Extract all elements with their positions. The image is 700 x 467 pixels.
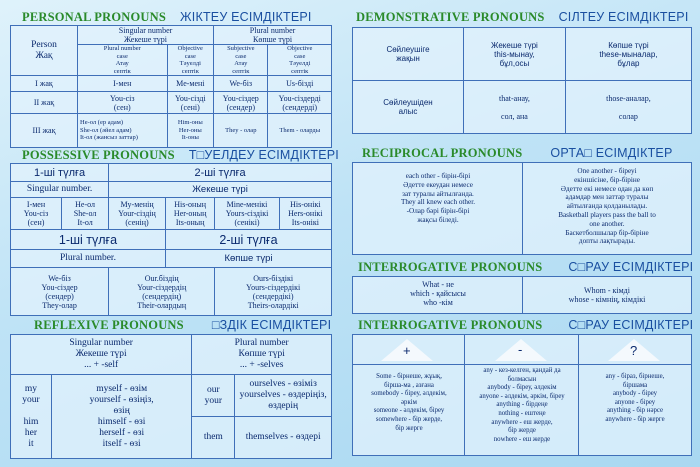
question-symbol: ?	[630, 343, 638, 358]
possessive-pl-cell: Our.біздің Your-сіздердің (сендердің) Their-олардың	[109, 268, 215, 316]
demonstrative-singular-far: that-анау, сол, ана	[464, 81, 566, 134]
reflexive-singular-head: Singular number Жекеше түрі ... + -self	[11, 335, 192, 375]
reflexive-title-kz: □ЗДІК ЕСІМДІКТЕРІ	[211, 318, 332, 332]
reflexive-table	[10, 334, 332, 459]
personal-row-cell: You-сізді (сені)	[167, 92, 214, 114]
personal-row-cell: Them - оларды	[268, 114, 332, 148]
interrogative2-positive-list: Some - бірнеше, жұық, бірша-ма , азғана somebody - біреу, әлдекім, әркім someone - әлдекім, біреу somewhere - бір жерде, бір жерге	[371, 373, 447, 432]
interrogative1-title-kz: С□РАУ ЕСІМДІКТЕРІ	[568, 260, 694, 274]
personal-title	[22, 10, 312, 25]
personal-table	[10, 25, 332, 148]
interrogative2-title-kz: С□РАУ ЕСІМДІКТЕРІ	[568, 318, 694, 332]
demonstrative-near-label: Сөйлеушіге жақын	[353, 28, 464, 81]
plus-symbol: +	[403, 343, 411, 358]
minus-symbol: -	[518, 342, 523, 357]
reflexive-singular-forms: myself - өзім yourself - өзіңіз, өзің himself - өзі herself - өзі itself - өзі	[52, 375, 192, 459]
reflexive-plural-head: Plural number Көпше түрі ... + -selves	[192, 335, 332, 375]
interrogative1-title-en: INTERROGATIVE PRONOUNS	[358, 260, 543, 274]
possessive-title-kz: Т□УЕЛДЕУ ЕСІМДІКТЕРІ	[188, 148, 339, 162]
personal-row-cell: You-сіздерді (сендерді)	[268, 92, 332, 114]
reciprocal-title	[362, 146, 672, 161]
possessive-table	[10, 163, 332, 316]
interrogative1-left-text: What - не which - қайсысы who -кім	[410, 280, 466, 307]
demonstrative-far-label: Сөйлеушіден алыс	[353, 81, 464, 134]
possessive-singular-label: Singular number.	[11, 182, 109, 198]
possessive-plural-label: Plural number.	[11, 250, 166, 268]
possessive-title-en: POSSESSIVE PRONOUNS	[22, 148, 175, 162]
interrogative2-divider-1	[464, 334, 465, 455]
personal-row-person: II жақ	[11, 92, 78, 114]
personal-title-kz: ЖІКТЕУ ЕСІМДІКТЕРІ	[180, 10, 312, 24]
reflexive-plural-forms-2: themselves - өздері	[235, 417, 332, 459]
possessive-pl-cell: We-біз You-сіздер (сендер) They-олар	[11, 268, 109, 316]
reflexive-title-en: REFLEXIVE PRONOUNS	[34, 318, 184, 332]
personal-row-cell: You-сіздер (сендер)	[214, 92, 268, 114]
demonstrative-title	[356, 10, 689, 25]
personal-row-cell: Him-оны Her-оны It-оны	[167, 114, 214, 148]
possessive-sg-cell: His-онікі Hers-онікі Its-онікі	[279, 198, 331, 230]
possessive-sg-cell: I-мен You-сіз (сен)	[11, 198, 62, 230]
reciprocal-left-text: each other - бірін-бірі Әдетте екеудан немесе зат туралы айтылғанда. They all knew each other. -Олар бәрі бірін-бірі жақсы біледі.	[400, 172, 476, 224]
possessive-form1b: 1-ші түлға	[11, 230, 166, 250]
reciprocal-right-text: One another - біреуі екіншісіне, бір-біріне Әдетте екі немесе одан да көп адамдар мен заттар туралы айтылғанда қолданылады. Basketball players pass the ball to one another. Баскетболшылар бір-біріне допты лақтырады.	[558, 167, 656, 246]
demonstrative-title-kz: СІЛТЕУ ЕСІМДІКТЕРІ	[558, 10, 689, 24]
demonstrative-table	[352, 27, 692, 134]
possessive-sg-cell: Mine-менікі Yours-сіздікі (сенікі)	[215, 198, 279, 230]
interrogative2-divider-2	[578, 334, 579, 455]
personal-row-cell: I-мен	[78, 76, 168, 92]
personal-sub-1: Objective case Тәуелді септік	[167, 45, 214, 76]
personal-row-cell: Me-мені	[167, 76, 214, 92]
reflexive-title	[34, 318, 331, 333]
demonstrative-title-en: DEMONSTRATIVE PRONOUNS	[356, 10, 545, 24]
interrogative1-title	[358, 260, 693, 275]
interrogative1-divider	[522, 276, 523, 313]
personal-plural-head: Plural number Көпше түрі	[214, 26, 332, 45]
reflexive-singular-pronouns: my your him her it	[11, 375, 52, 459]
personal-sub-2: Subjective case Атау септік	[214, 45, 268, 76]
personal-sub-0: Plural number case Атау септік	[78, 45, 168, 76]
personal-singular-head: Singular number Жекеше түрі	[78, 26, 214, 45]
demonstrative-plural-head: Көпше түрі these-мыналар, бұлар	[565, 28, 691, 81]
reflexive-plural-pronouns-2: them	[192, 417, 235, 459]
interrogative2-question-list: any - біраз, бірнеше, біршама anybody - біреу anyone - біреу anything - бір нәрсе anywhere - бір жерге	[605, 373, 665, 423]
reciprocal-divider	[522, 162, 523, 254]
reflexive-plural-forms-1: ourselves - өзіміз yourselves - өздеріңіз, өздерің	[235, 375, 332, 417]
personal-row-cell: He-ол (ер адам) She-ол (әйел адам) It-ол (жансыз заттар)	[78, 114, 168, 148]
possessive-title	[22, 148, 339, 163]
possessive-form1: 1-ші түлға	[11, 164, 109, 182]
possessive-pl-cell: Ours-біздікі Yours-сіздердікі (сендердікі) Theirs-олардікі	[215, 268, 332, 316]
possessive-sg-cell: He-ол She-ол It-ол	[62, 198, 109, 230]
interrogative2-header-line	[352, 364, 691, 365]
interrogative2-title-en: INTERROGATIVE PRONOUNS	[358, 318, 543, 332]
possessive-plural-kz: Көпше түрі	[165, 250, 331, 268]
interrogative1-right-text: Whom - кімді whose - кімнің, кімдікі	[568, 286, 646, 304]
personal-title-en: PERSONAL PRONOUNS	[22, 10, 167, 24]
possessive-sg-cell: His-оның Her-оның Its-оның	[165, 198, 214, 230]
personal-sub-3: Objective case Тәуелді септік	[268, 45, 332, 76]
reflexive-plural-pronouns-1: our your	[192, 375, 235, 417]
personal-row-person: I жақ	[11, 76, 78, 92]
personal-row-cell: You-сіз (сен)	[78, 92, 168, 114]
personal-row-cell: Us-бізді	[268, 76, 332, 92]
possessive-form2: 2-ші түлға	[109, 164, 332, 182]
personal-person-head: Person Жақ	[11, 26, 78, 76]
demonstrative-plural-far: those-аналар, солар	[565, 81, 691, 134]
possessive-form2b: 2-ші түлға	[165, 230, 331, 250]
demonstrative-singular-head: Жекеше түрі this-мынау, бұл,осы	[464, 28, 566, 81]
possessive-singular-kz: Жекеше түрі	[109, 182, 332, 198]
interrogative2-title	[358, 318, 693, 333]
personal-row-cell: They - олар	[214, 114, 268, 148]
reciprocal-title-en: RECIPROCAL PRONOUNS	[362, 146, 523, 160]
interrogative2-negative-list: any - кез-келген, қандай да болмасын anybody - біреу, әлдекім anyone - әлдекім, әркім, біреу anything - бірдеңе nothing - ештеңе anywhere - еш жерде, бір жерде nowhere - еш жерде	[479, 367, 565, 443]
personal-row-cell: We-біз	[214, 76, 268, 92]
personal-row-person: III жақ	[11, 114, 78, 148]
reciprocal-title-kz: ОРТА□ ЕСІМДІКТЕР	[550, 146, 673, 160]
possessive-sg-cell: My-менің Your-сіздің (сенің)	[109, 198, 166, 230]
